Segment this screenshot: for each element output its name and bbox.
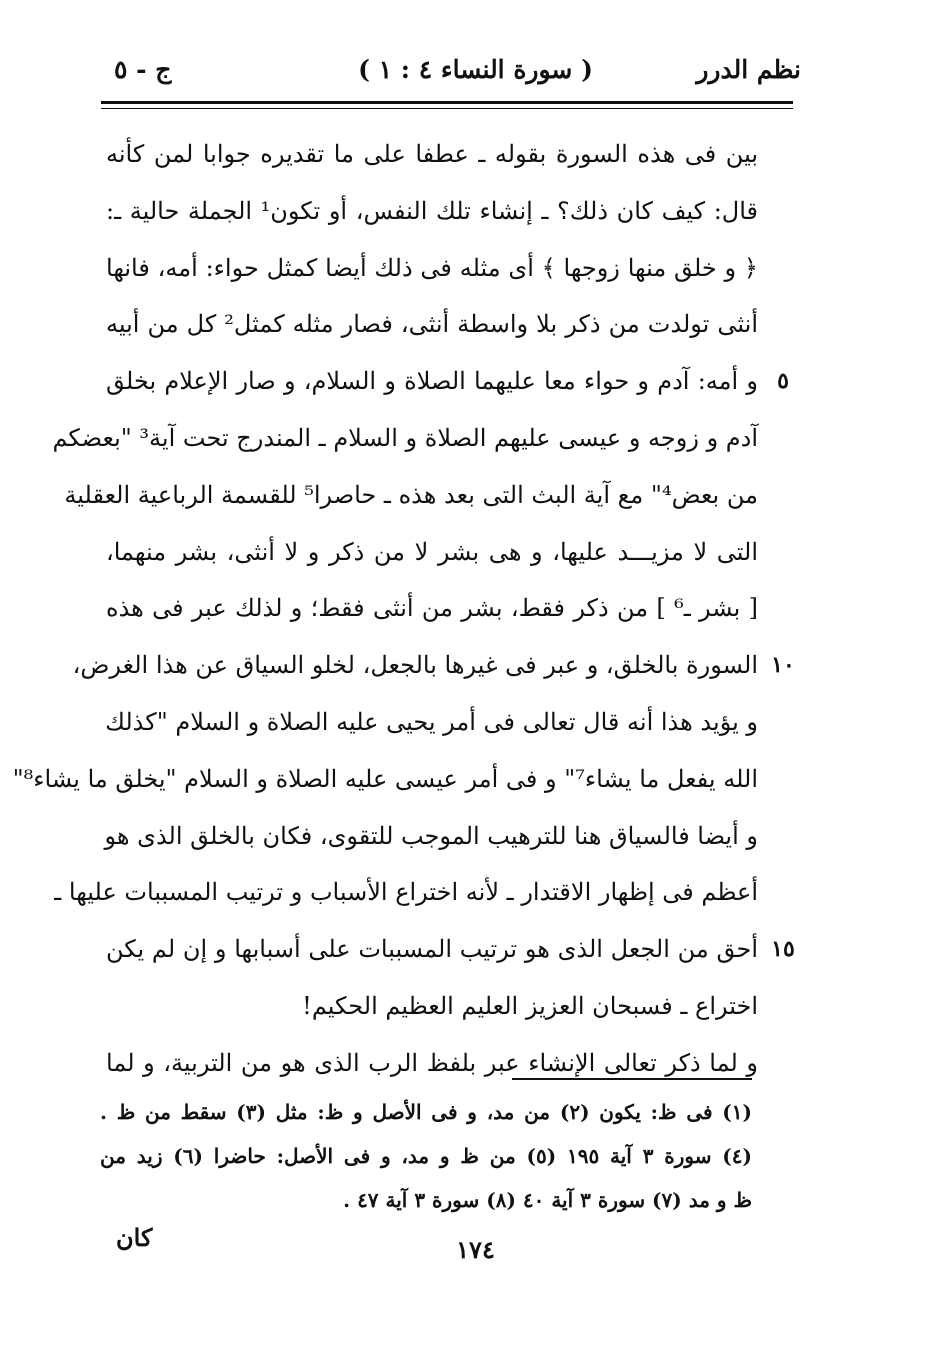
footnote-line: (١) فى ظ: يكون (٢) من مد، و فى الأصل و ظ: مثل (٣) سقط من ظ .	[100, 1100, 752, 1124]
text-line: و أمه: آدم و حواء معا عليهما الصلاة و السلام، و صار الإعلام بخلق	[106, 367, 758, 396]
text-line: الله يفعل ما يشاء⁷" و فى أمر عيسى عليه الصلاة و السلام "يخلق ما يشاء⁸"	[12, 764, 758, 793]
catchword: كان	[116, 1223, 153, 1252]
page-number: ١٧٤	[456, 1235, 495, 1264]
header-rule	[101, 101, 793, 104]
text-line: [ بشر ـ⁶ ] من ذكر فقط، بشر من أنثى فقط؛ و لذلك عبر فى هذه	[106, 594, 759, 623]
footnote-rule	[512, 1078, 752, 1080]
text-line: ﴿ و خلق منها زوجها ﴾ أى مثله فى ذلك أيضا كمثل حواء: أمه، فانها	[106, 253, 758, 282]
text-line: اختراع ـ فسبحان العزيز العليم العظيم الحكيم!	[302, 992, 758, 1020]
header-rule-thin	[101, 108, 793, 109]
running-title: نظم الدرر	[696, 55, 801, 84]
text-line: أحق من الجعل الذى هو ترتيب المسببات على أسبابها و إن لم يكن	[106, 935, 758, 964]
line-number: ١٥	[771, 936, 795, 963]
text-line: أعظم فى إظهار الاقتدار ـ لأنه اختراع الأسباب و ترتيب المسببات عليها ـ	[54, 878, 758, 907]
footnote-line: ظ و مد (٧) سورة ٣ آية ٤٠ (٨) سورة ٣ آية ٤٧ .	[343, 1188, 752, 1212]
volume-number: ج - ٥	[114, 55, 172, 84]
line-number: ١٠	[771, 652, 795, 679]
text-line: أنثى تولدت من ذكر بلا واسطة أنثى، فصار مثله كمثل² كل من أبيه	[106, 310, 758, 339]
text-line: التى لا مزيـــد عليها، و هى بشر لا من ذكر و لا أنثى، بشر منهما،	[106, 537, 759, 566]
text-line: و أيضا فالسياق هنا للترهيب الموجب للتقوى، فكان بالخلق الذى هو	[104, 821, 758, 850]
line-number: ٥	[777, 368, 789, 395]
text-line: السورة بالخلق، و عبر فى غيرها بالجعل، لخلو السياق عن هذا الغرض،	[72, 651, 758, 680]
text-line: قال: كيف كان ذلك؟ ـ إنشاء تلك النفس، أو تكون¹ الجملة حالية ـ:	[106, 196, 759, 225]
text-line: آدم و زوجه و عيسى عليهم الصلاة و السلام ـ المندرج تحت آية³ "بعضكم	[52, 424, 758, 452]
surah-reference: ( سورة النساء ٤ : ١ )	[358, 55, 593, 84]
text-line: و يؤيد هذا أنه قال تعالى فى أمر يحيى عليه الصلاة و السلام "كذلك	[105, 708, 758, 736]
text-line: بين فى هذه السورة بقوله ـ عطفا على ما تقديره جوابا لمن كأنه	[106, 140, 758, 168]
text-line: و لما ذكر تعالى الإنشاء عبر بلفظ الرب الذى هو من التربية، و لما	[106, 1048, 758, 1077]
text-line: من بعض⁴" مع آية البث التى بعد هذه ـ حاصرا⁵ للقسمة الرباعية العقلية	[64, 480, 758, 509]
footnote-line: (٤) سورة ٣ آية ١٩٥ (٥) من ظ و مد، و فى الأصل: حاضرا (٦) زيد من	[100, 1144, 752, 1168]
